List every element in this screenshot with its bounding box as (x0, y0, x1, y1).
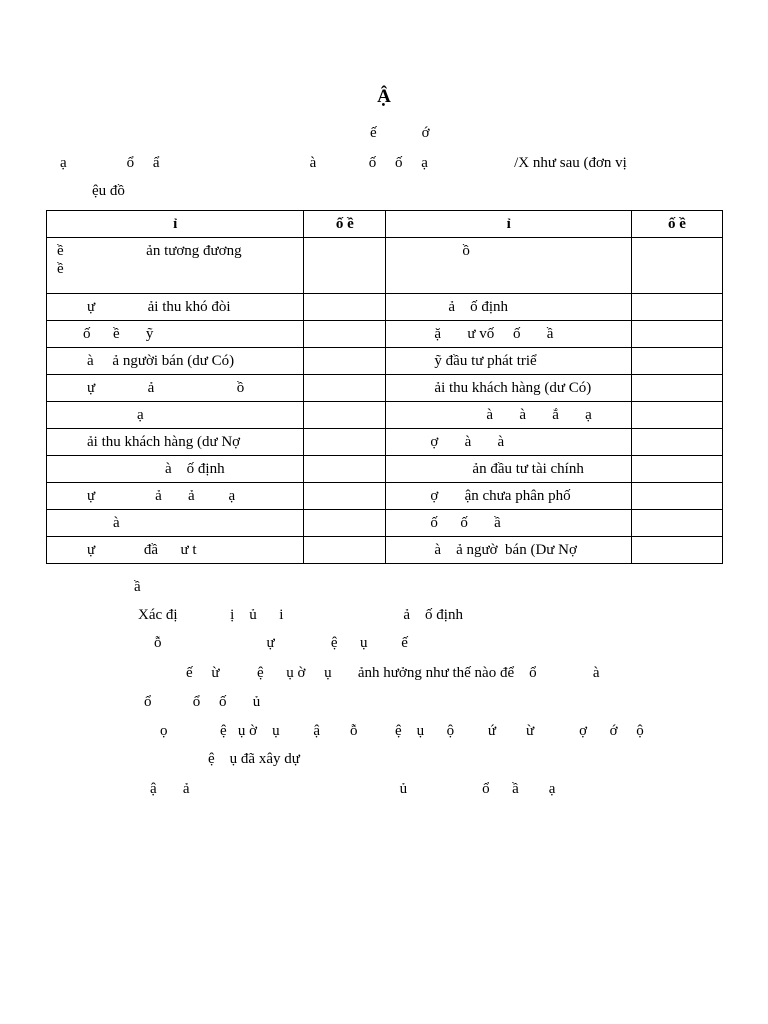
row-right-amount (631, 238, 722, 294)
note-line: ầ (134, 579, 141, 595)
header-account-right: ỉ (386, 211, 632, 238)
row-right-amount (631, 294, 722, 321)
row-left-account: ự đầ ư t (47, 537, 304, 564)
header-amount-right: ố ề (631, 211, 722, 238)
row-right-account: ỹ đầu tư phát triể (386, 348, 632, 375)
row-left-account: ải thu khách hàng (dư Nợ (47, 429, 304, 456)
row-right-amount (631, 402, 722, 429)
row-left-amount (304, 510, 386, 537)
table-row (47, 238, 723, 294)
row-left-account: ự ải thu khó đòi (47, 294, 304, 321)
table-row (47, 510, 723, 537)
row-right-account: ồ (386, 238, 632, 294)
row-left-account: ự ả ồ (47, 375, 304, 402)
row-right-amount (631, 348, 722, 375)
question-line-1: Xác đị ị ủ i ả ố định (138, 607, 463, 623)
row-left-account: à (47, 510, 304, 537)
row-left-amount (304, 537, 386, 564)
row-left-amount (304, 429, 386, 456)
question-line-7: ậ ả ủ ổ ầ ạ (150, 781, 556, 797)
row-left-amount (304, 402, 386, 429)
row-left-amount (304, 238, 386, 294)
row-right-amount (631, 429, 722, 456)
row-right-account: ợ à à (386, 429, 632, 456)
row-left-account: ề ản tương đương ề (47, 238, 304, 294)
row-left-account: à ả người bán (dư Có) (47, 348, 304, 375)
row-left-account: ố ề ỹ (47, 321, 304, 348)
row-left-amount (304, 456, 386, 483)
intro-line-3: ệu đồ (92, 183, 125, 199)
row-right-amount (631, 510, 722, 537)
row-right-amount (631, 321, 722, 348)
table-row (47, 402, 723, 429)
document-heading: Ậ (377, 86, 391, 107)
row-right-account: ải thu khách hàng (dư Có) (386, 375, 632, 402)
row-right-account: ặ ư vố ố ầ (386, 321, 632, 348)
row-right-account: à ả ngườ bán (Dư Nợ (386, 537, 632, 564)
table-row (47, 456, 723, 483)
row-right-account: ả ố định (386, 294, 632, 321)
row-right-amount (631, 537, 722, 564)
row-right-amount (631, 375, 722, 402)
row-right-amount (631, 483, 722, 510)
intro-line-1: ế ớ (370, 125, 430, 141)
question-line-6: ệ ụ đã xây dự (208, 751, 300, 767)
table-row (47, 321, 723, 348)
row-right-account: ợ ận chưa phân phố (386, 483, 632, 510)
intro-line-2: ạ ổ ẩ à ố ố ạ /X như sau (đơn vị (60, 155, 627, 171)
table-row (47, 294, 723, 321)
question-line-4: ổ ổ ố ủ (144, 694, 261, 710)
row-left-amount (304, 483, 386, 510)
header-amount-left: ố ề (304, 211, 386, 238)
table-row (47, 537, 723, 564)
row-right-amount (631, 456, 722, 483)
question-line-2: ỗ ự ệ ụ ế (154, 635, 408, 651)
account-table (46, 210, 723, 564)
row-left-account: à ố định (47, 456, 304, 483)
row-right-account: ố ố ầ (386, 510, 632, 537)
row-left-amount (304, 294, 386, 321)
table-header-row (47, 211, 723, 238)
table-row (47, 375, 723, 402)
table-row (47, 483, 723, 510)
row-left-account: ự ả ả ạ (47, 483, 304, 510)
header-account-left: ỉ (47, 211, 304, 238)
question-line-5: ọ ệ ụ ờ ụ ậ ỗ ệ ụ ộ ứ ừ ợ ớ ộ (160, 723, 644, 739)
table-row (47, 348, 723, 375)
row-left-amount (304, 375, 386, 402)
row-left-amount (304, 321, 386, 348)
question-line-3: ế ừ ệ ụ ờ ụ ảnh hưởng như thế nào để ổ à (186, 665, 600, 681)
row-right-account: ản đầu tư tài chính (386, 456, 632, 483)
row-left-amount (304, 348, 386, 375)
table-row (47, 429, 723, 456)
row-right-account: à à ắ ạ (386, 402, 632, 429)
row-left-account: ạ (47, 402, 304, 429)
